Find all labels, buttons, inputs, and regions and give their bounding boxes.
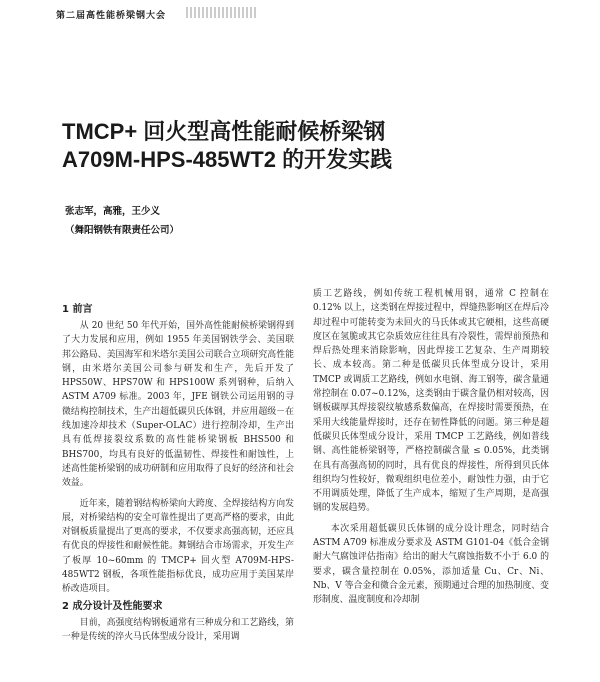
- title-line-1: TMCP+ 回火型高性能耐候桥梁钢: [62, 119, 386, 144]
- right-column: [313, 287, 549, 608]
- title-line-2: A709M-HPS-485WT2 的开发实践: [62, 147, 393, 172]
- paragraph: 质工艺路线，例如传统工程机械用钢，通常 C 控制在 0.12% 以上，这类钢在焊接过程中，焊缝热影响区在焊后冷却过程中可能转变为未回火的马氏体或其它硬相，这些高硬度区在氢脆或其它杂质效应往往具有冷裂性，需焊前预热和焊后热处理来消除影响，因此焊接工艺复杂、生产周期较长、成本较高。第二种是低碳贝氏体型成分设计，采用 TMCP 或调质工艺路线，例如水电钢、海工钢等，碳含量通常控制在 0.07~0.12%，这类钢由于碳含量仍相对较高，因钢板碳厚其焊接裂纹敏感系数偏高，在焊接时需要预热，在采用大线能量焊接时，还存在韧性降低的问题。第三种是超低碳贝氏体型成分设计，采用 TMCP 工艺路线，例如普线钢、高性能桥梁钢等，严格控制碳含量 ≤ 0.05%，此类钢在具有高强高韧的同时，具有优良的焊接性，所得到贝氏体组织均匀性较好，微观组织电位差小，耐蚀性力强，由于它不用调质处理，降低了生产成本，缩短了生产周期，是高强钢的发展趋势。: [313, 289, 549, 514]
- paragraph: 从 20 世纪 50 年代开始，国外高性能耐候桥梁钢得到了大力发展和应用，例如 1955 年美国钢铁学会、美国联邦公路局、美国海军和米塔尔美国公司联合立项研究高性能钢，由米塔尔美国公司参与研发和生产，先后开发了 HPS50W、HPS70W 和 HPS100W 系列钢种，后纳入 ASTM A709 标准。2003 年，JFE 钢铁公司运用钢的寻微结构控制技术，生产出超低碳贝氏体钢，并应用超级－在线加速冷却技术（Super-OLAC）进行控制冷却，生产出具有低焊接裂纹系数的高性能桥梁钢板 BHS500 和 BHS700，均具有良好的低温韧性、焊接性和耐蚀性，上述高性能桥梁钢的成功研制和应用取得了良好的经济和社会效益。: [62, 321, 294, 489]
- paragraph: 目前，高强度结构钢板通常有三种成分和工艺路线，第一种是传统的淬火马氏体型成分设计，采用调: [62, 617, 294, 642]
- paper-title: [62, 118, 542, 174]
- paragraph: 近年来，随着钢结构桥梁向大跨度、全焊接结构方向发展，对桥梁结构的安全可靠性提出了更高严格的要求，由此对钢板质量提出了更高的要求，不仅要求高强高韧，还应具有优良的焊接性和耐候性能。舞钢结合市场需求，开发生产了板厚 10~60mm 的 TMCP+ 回火型 A709M-HPS-485WT2 钢板，各项性能指标优良，成功应用于美国某岸桥改造项目。: [62, 498, 294, 595]
- header-decoration: [186, 7, 256, 18]
- affiliation: （舞阳钢铁有限责任公司）: [65, 225, 180, 236]
- section-heading-composition: 2 成分设计及性能要求: [62, 600, 163, 612]
- section-heading-introduction: 1 前言: [62, 304, 93, 315]
- running-header: 第二届高性能桥梁钢大会: [56, 11, 167, 21]
- left-column: [62, 300, 294, 644]
- paragraph: 本次采用超低碳贝氏体钢的成分设计理念，同时结合 ASTM A709 标准成分要求及 ASTM G101-04《低合金钢耐大气腐蚀评估指南》给出的耐大气腐蚀指数不小于 6.0 的要求，碳含量控制在 0.05%，添加适量 Cu、Cr、Ni、Nb、V 等合金和微合金元素，预期通过合理的加热制度、变形制度、温度制度和冷却制: [313, 523, 549, 606]
- authors: 张志军，高雅，王少义: [65, 206, 161, 217]
